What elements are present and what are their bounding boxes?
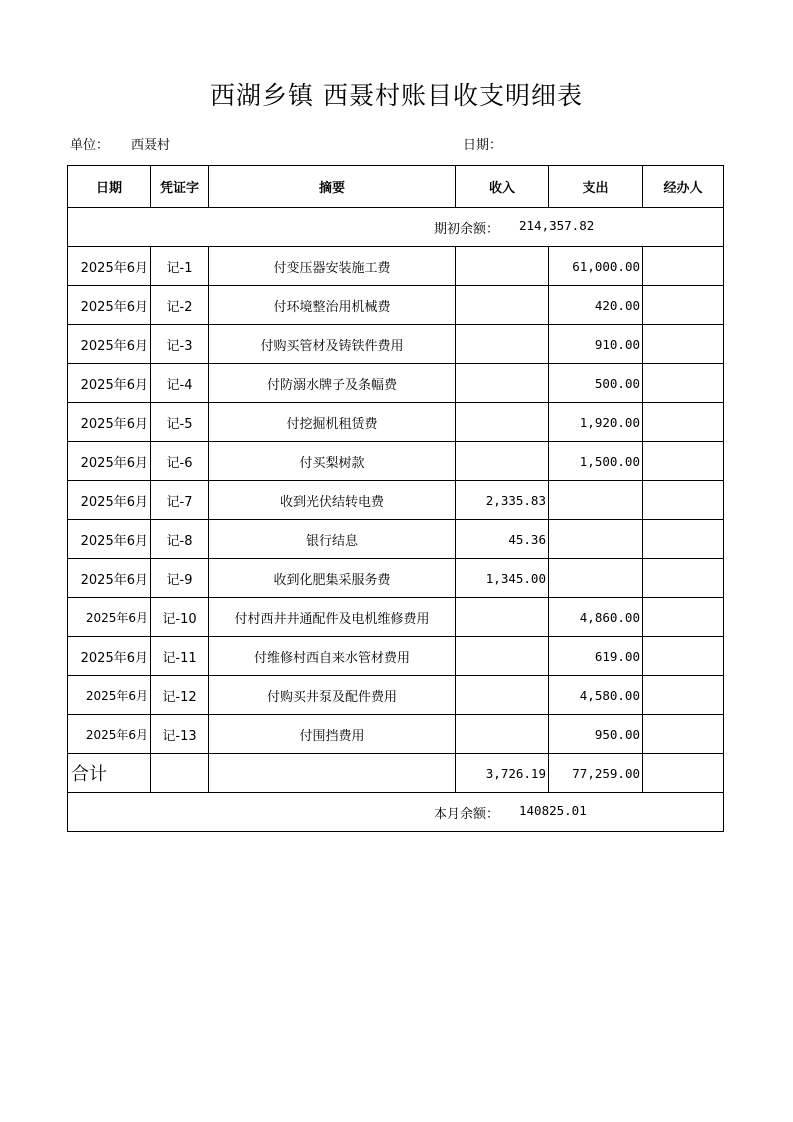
row-expense: 420.00 [549,286,643,325]
row-income: 45.36 [456,520,549,559]
total-label: 合计 [68,754,151,793]
row-income [456,403,549,442]
row-handler [643,520,724,559]
total-expense: 77,259.00 [549,754,643,793]
row-summary: 付挖掘机租赁费 [209,403,456,442]
unit-label: 单位： [70,138,110,153]
row-date: 2025年6月 [68,364,151,403]
row-handler [643,637,724,676]
opening-balance-label: 期初余额： [433,221,499,237]
row-handler [643,676,724,715]
row-voucher: 记-13 [151,715,209,754]
row-voucher: 记-3 [151,325,209,364]
row-handler [643,715,724,754]
row-summary: 付购买井泵及配件费用 [209,676,456,715]
row-summary: 付围挡费用 [209,715,456,754]
row-voucher: 记-12 [151,676,209,715]
row-summary: 收到光伏结转电费 [209,481,456,520]
table-row [68,247,724,286]
table-row [68,637,724,676]
row-summary: 付维修村西自来水管材费用 [209,637,456,676]
row-date: 2025年6月 [68,442,151,481]
row-income: 1,345.00 [456,559,549,598]
row-date: 2025年6月 [68,247,151,286]
row-summary: 付买梨树款 [209,442,456,481]
row-expense: 910.00 [549,325,643,364]
table-row [68,715,724,754]
row-handler [643,247,724,286]
row-handler [643,481,724,520]
header-handler: 经办人 [643,166,724,208]
row-income [456,442,549,481]
row-summary: 银行结息 [209,520,456,559]
row-voucher: 记-11 [151,637,209,676]
total-row [68,754,724,793]
row-income [456,325,549,364]
table-row [68,481,724,520]
row-expense: 61,000.00 [549,247,643,286]
date-label: 日期： [463,138,503,153]
row-summary: 付购买管材及铸铁件费用 [209,325,456,364]
table-row [68,676,724,715]
row-summary: 付变压器安装施工费 [209,247,456,286]
row-date: 2025年6月 [68,598,151,637]
row-expense: 950.00 [549,715,643,754]
row-date: 2025年6月 [68,325,151,364]
row-date: 2025年6月 [68,715,151,754]
unit-value: 西聂村 [131,138,171,153]
row-summary: 收到化肥集采服务费 [209,559,456,598]
table-row [68,403,724,442]
date-field [463,134,502,153]
table-row [68,364,724,403]
row-income [456,676,549,715]
closing-balance-cell [68,793,724,832]
row-voucher: 记-8 [151,520,209,559]
row-expense: 4,580.00 [549,676,643,715]
row-handler [643,442,724,481]
row-summary: 付环境整治用机械费 [209,286,456,325]
closing-balance-value: 140825.01 [519,802,587,818]
row-expense [549,520,643,559]
row-income [456,364,549,403]
row-expense: 500.00 [549,364,643,403]
row-handler [643,364,724,403]
closing-balance-label: 本月余额： [433,806,499,822]
row-expense: 4,860.00 [549,598,643,637]
row-handler [643,403,724,442]
row-date: 2025年6月 [68,403,151,442]
unit-field [70,134,170,153]
opening-balance-row [68,208,724,247]
row-voucher: 记-10 [151,598,209,637]
table-row [68,286,724,325]
row-date: 2025年6月 [68,520,151,559]
row-income [456,598,549,637]
row-date: 2025年6月 [68,286,151,325]
row-voucher: 记-4 [151,364,209,403]
row-date: 2025年6月 [68,481,151,520]
header-income: 收入 [456,166,549,208]
row-handler [643,325,724,364]
row-income: 2,335.83 [456,481,549,520]
row-handler [643,286,724,325]
row-voucher: 记-7 [151,481,209,520]
header-summary: 摘要 [209,166,456,208]
row-handler [643,598,724,637]
row-expense: 1,500.00 [549,442,643,481]
table-row [68,559,724,598]
row-income [456,637,549,676]
row-expense: 619.00 [549,637,643,676]
page-title: 西湖乡镇 西聂村账目收支明细表 [210,81,583,110]
row-expense [549,481,643,520]
row-handler [643,559,724,598]
total-voucher-cell [151,754,209,793]
row-voucher: 记-9 [151,559,209,598]
row-voucher: 记-1 [151,247,209,286]
header-row [68,166,724,208]
table-row [68,520,724,559]
row-voucher: 记-2 [151,286,209,325]
table-row [68,598,724,637]
total-income: 3,726.19 [456,754,549,793]
row-income [456,247,549,286]
total-summary-cell [209,754,456,793]
row-date: 2025年6月 [68,637,151,676]
closing-balance-row [68,793,724,832]
row-expense [549,559,643,598]
row-summary: 付防溺水牌子及条幅费 [209,364,456,403]
row-summary: 付村西井井通配件及电机维修费用 [209,598,456,637]
header-voucher: 凭证字 [151,166,209,208]
row-date: 2025年6月 [68,676,151,715]
row-date: 2025年6月 [68,559,151,598]
row-voucher: 记-5 [151,403,209,442]
ledger-table [67,165,724,832]
total-handler-cell [643,754,724,793]
row-voucher: 记-6 [151,442,209,481]
row-income [456,715,549,754]
header-expense: 支出 [549,166,643,208]
row-income [456,286,549,325]
header-date: 日期 [68,166,151,208]
opening-balance-value: 214,357.82 [519,217,595,233]
table-row [68,442,724,481]
closing-balance-wrap [68,803,723,822]
table-row [68,325,724,364]
row-expense: 1,920.00 [549,403,643,442]
